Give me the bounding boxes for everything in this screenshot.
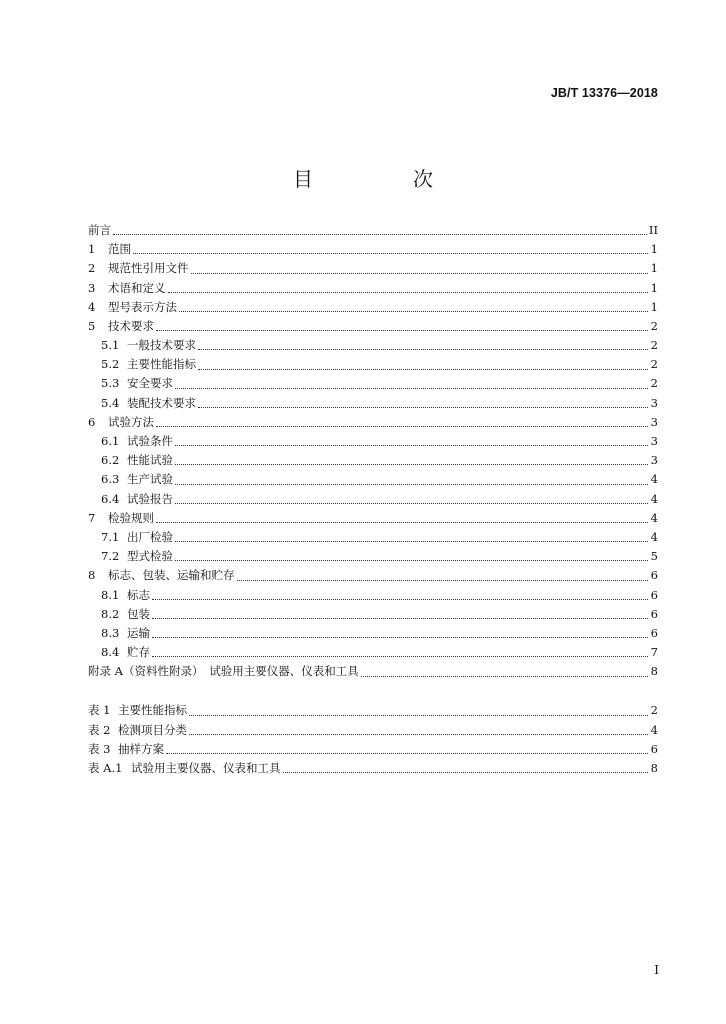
toc-entry[interactable] xyxy=(88,279,658,298)
toc-entry-page: 2 xyxy=(650,318,658,333)
toc-entry[interactable] xyxy=(88,336,658,355)
toc-entry-label: 装配技术要求 xyxy=(127,395,196,410)
toc-entry-number: 5.4 xyxy=(101,395,120,410)
toc-entry-number: 5.2 xyxy=(101,357,120,372)
toc-entry[interactable] xyxy=(88,721,658,740)
toc-entry-page: 2 xyxy=(650,338,658,353)
table-of-contents xyxy=(88,221,658,778)
toc-dot-leader xyxy=(175,502,648,504)
toc-entry-label: 标志 xyxy=(127,587,150,602)
toc-entry-number: 6.2 xyxy=(101,453,120,468)
toc-entry-page: 3 xyxy=(650,453,658,468)
toc-entry-number: 6.3 xyxy=(101,472,120,487)
toc-entry-number: 表 1 xyxy=(88,703,111,718)
toc-entry-page: 1 xyxy=(650,299,658,314)
toc-entry-label: 型号表示方法 xyxy=(108,299,177,314)
toc-dot-leader xyxy=(189,714,648,716)
toc-entry-number: 8.1 xyxy=(101,587,120,602)
toc-entry-page: II xyxy=(648,222,658,237)
toc-entry-page: 6 xyxy=(650,625,658,640)
toc-dot-leader xyxy=(156,521,648,523)
toc-dot-leader xyxy=(237,579,649,581)
toc-entry-label: 试验条件 xyxy=(127,434,173,449)
toc-entry-label: 运输 xyxy=(127,625,150,640)
standard-number: JB/T 13376—2018 xyxy=(550,86,658,100)
toc-entry-number: 5.1 xyxy=(101,338,120,353)
toc-entry[interactable] xyxy=(88,375,658,394)
toc-entry[interactable] xyxy=(88,643,658,662)
toc-dot-leader xyxy=(175,540,648,542)
toc-entry-page: 3 xyxy=(650,395,658,410)
toc-entry[interactable] xyxy=(88,566,658,585)
toc-entry-page: 2 xyxy=(650,357,658,372)
toc-entry-label: 主要性能指标 xyxy=(127,357,196,372)
toc-entry-page: 6 xyxy=(650,587,658,602)
toc-entry[interactable] xyxy=(88,432,658,451)
toc-dot-leader xyxy=(198,348,648,350)
toc-entry-number: 5 xyxy=(88,318,96,333)
toc-dot-leader xyxy=(152,617,648,619)
toc-entry-page: 7 xyxy=(650,645,658,660)
toc-entry-page: 4 xyxy=(650,472,658,487)
toc-entry-number: 8 xyxy=(88,568,96,583)
toc-dot-leader xyxy=(133,252,648,254)
toc-dot-leader xyxy=(156,329,648,331)
toc-entry[interactable] xyxy=(88,605,658,624)
toc-dot-leader xyxy=(152,655,648,657)
toc-entry-page: 4 xyxy=(650,491,658,506)
toc-entry-page: 1 xyxy=(650,242,658,257)
toc-entry-label: 检验规则 xyxy=(108,510,154,525)
toc-entry-label: 前言 xyxy=(88,222,111,237)
toc-dot-leader xyxy=(152,636,648,638)
toc-entry[interactable] xyxy=(88,702,658,721)
toc-dot-leader xyxy=(175,387,648,389)
toc-entry-label: 主要性能指标 xyxy=(118,703,187,718)
toc-entry-label: 出厂检验 xyxy=(127,529,173,544)
toc-entry-number: 6.4 xyxy=(101,491,120,506)
toc-entry-number: 5.3 xyxy=(101,376,120,391)
toc-entry-page: 3 xyxy=(650,414,658,429)
toc-entry-number: 8.4 xyxy=(101,645,120,660)
toc-entry-page: 1 xyxy=(650,261,658,276)
toc-entry-page: 1 xyxy=(650,280,658,295)
toc-entry-page: 8 xyxy=(650,664,658,679)
toc-dot-leader xyxy=(283,771,649,773)
toc-entry-label: 包装 xyxy=(127,606,150,621)
toc-entry-page: 4 xyxy=(650,529,658,544)
toc-entry-page: 2 xyxy=(650,703,658,718)
toc-entry-number: 表 A.1 xyxy=(88,761,123,776)
toc-dot-leader xyxy=(166,752,648,754)
toc-dot-leader xyxy=(113,233,647,235)
toc-entry-label: 性能试验 xyxy=(127,453,173,468)
toc-entry[interactable] xyxy=(88,662,658,681)
toc-entry-label: 规范性引用文件 xyxy=(108,261,189,276)
toc-dot-leader xyxy=(179,310,648,312)
toc-entry-page: 5 xyxy=(650,549,658,564)
toc-entry-label: 型式检验 xyxy=(127,549,173,564)
toc-entry-number: 7.2 xyxy=(101,549,120,564)
toc-entry-label: 检测项目分类 xyxy=(118,722,187,737)
toc-entry-page: 6 xyxy=(650,606,658,621)
toc-entry-number: 2 xyxy=(88,261,96,276)
toc-entry[interactable] xyxy=(88,759,658,778)
toc-entry-page: 4 xyxy=(650,510,658,525)
toc-entry[interactable] xyxy=(88,451,658,470)
toc-entry-number: 7.1 xyxy=(101,529,120,544)
toc-entry-label: 安全要求 xyxy=(127,376,173,391)
toc-entry-label: 技术要求 xyxy=(108,318,154,333)
toc-entry[interactable] xyxy=(88,740,658,759)
toc-entry-label: 试验报告 xyxy=(127,491,173,506)
toc-entry[interactable] xyxy=(88,624,658,643)
toc-entry-label: 范围 xyxy=(108,242,131,257)
toc-entry[interactable] xyxy=(88,298,658,317)
page-number: I xyxy=(654,963,659,977)
toc-entry-number: 7 xyxy=(88,510,96,525)
toc-entry-page: 4 xyxy=(650,722,658,737)
toc-dot-leader xyxy=(175,483,648,485)
toc-dot-leader xyxy=(198,406,648,408)
toc-entry-number: 表 3 xyxy=(88,741,111,756)
toc-entry[interactable] xyxy=(88,413,658,432)
toc-entry-label: 抽样方案 xyxy=(118,741,164,756)
page-title: 目 次 xyxy=(293,167,473,191)
toc-dot-leader xyxy=(152,598,648,600)
toc-entry-number: 6.1 xyxy=(101,434,120,449)
toc-entry-number: 表 2 xyxy=(88,722,111,737)
toc-entry[interactable] xyxy=(88,528,658,547)
toc-entry-number: 4 xyxy=(88,299,96,314)
toc-entry[interactable] xyxy=(88,586,658,605)
toc-dot-leader xyxy=(175,463,648,465)
toc-entry-label: 附录 A（资料性附录） 试验用主要仪器、仪表和工具 xyxy=(88,664,359,679)
toc-entry-page: 3 xyxy=(650,434,658,449)
toc-dot-leader xyxy=(361,675,648,677)
toc-dot-leader xyxy=(168,291,649,293)
toc-entry[interactable] xyxy=(88,221,658,240)
toc-entry-page: 6 xyxy=(650,568,658,583)
toc-entry[interactable] xyxy=(88,490,658,509)
toc-entry-label: 一般技术要求 xyxy=(127,338,196,353)
toc-entry[interactable] xyxy=(88,470,658,489)
toc-entry-label: 生产试验 xyxy=(127,472,173,487)
toc-dot-leader xyxy=(156,425,648,427)
toc-entry-page: 2 xyxy=(650,376,658,391)
toc-entry[interactable] xyxy=(88,240,658,259)
toc-entry-label: 术语和定义 xyxy=(108,280,166,295)
toc-dot-leader xyxy=(189,733,648,735)
toc-entry-number: 6 xyxy=(88,414,96,429)
toc-entry-number: 1 xyxy=(88,242,96,257)
toc-dot-leader xyxy=(175,559,648,561)
toc-entry[interactable] xyxy=(88,547,658,566)
toc-entry-number: 8.2 xyxy=(101,606,120,621)
toc-entry-label: 试验用主要仪器、仪表和工具 xyxy=(131,761,281,776)
toc-dot-leader xyxy=(175,444,648,446)
toc-entry[interactable] xyxy=(88,355,658,374)
toc-entry[interactable] xyxy=(88,394,658,413)
toc-entry-label: 贮存 xyxy=(127,645,150,660)
toc-dot-leader xyxy=(198,368,648,370)
toc-entry-label: 标志、包装、运输和贮存 xyxy=(108,568,235,583)
toc-entry[interactable] xyxy=(88,317,658,336)
toc-entry-page: 6 xyxy=(650,741,658,756)
toc-entry-label: 试验方法 xyxy=(108,414,154,429)
toc-entry[interactable] xyxy=(88,259,658,278)
toc-dot-leader xyxy=(191,272,649,274)
toc-entry-number: 3 xyxy=(88,280,96,295)
toc-entry-number: 8.3 xyxy=(101,625,120,640)
toc-entry[interactable] xyxy=(88,509,658,528)
toc-entry-page: 8 xyxy=(650,761,658,776)
